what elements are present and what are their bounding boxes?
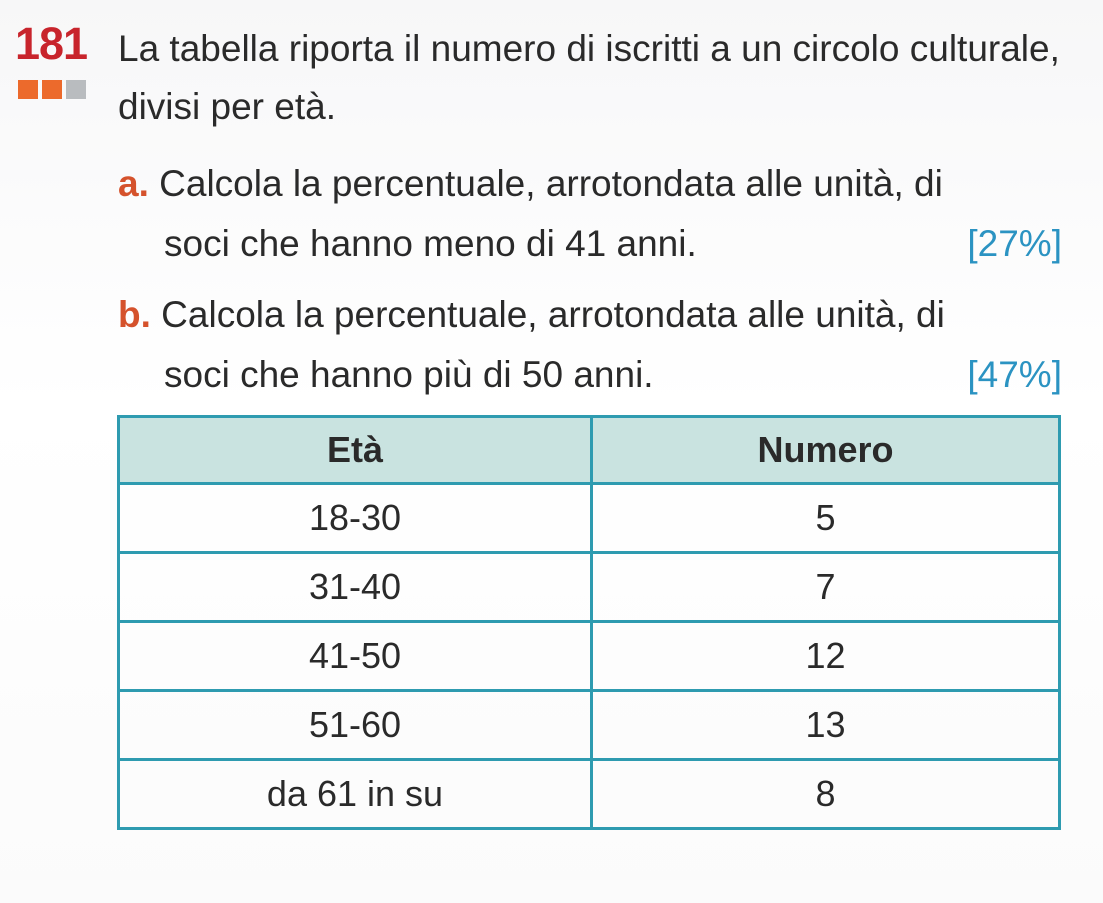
question-a-letter: a. [118, 163, 149, 204]
cell-age: 18-30 [119, 484, 592, 553]
age-members-table [117, 415, 1061, 830]
cell-count: 5 [592, 484, 1060, 553]
table-header-row [119, 417, 1060, 484]
question-a-text-line2: soci che hanno meno di 41 anni. [164, 223, 697, 264]
question-b-answer: [47%] [967, 354, 1062, 395]
cell-age: 41-50 [119, 622, 592, 691]
exercise-statement: La tabella riporta il numero di iscritti a un circolo culturale, divisi per età. [118, 28, 1060, 127]
difficulty-square-filled [18, 80, 38, 99]
question-a-line1 [118, 154, 1078, 214]
difficulty-square-empty [66, 80, 86, 99]
question-b [118, 285, 1078, 405]
cell-count: 12 [592, 622, 1060, 691]
cell-count: 13 [592, 691, 1060, 760]
question-b-line2 [118, 345, 1078, 405]
question-b-letter: b. [118, 294, 151, 335]
table-row [119, 691, 1060, 760]
cell-age: 31-40 [119, 553, 592, 622]
question-b-line1 [118, 285, 1078, 345]
difficulty-square-filled [42, 80, 62, 99]
table-row [119, 622, 1060, 691]
cell-age: 51-60 [119, 691, 592, 760]
question-b-text-line2: soci che hanno più di 50 anni. [164, 354, 654, 395]
table-row [119, 760, 1060, 829]
table-row [119, 553, 1060, 622]
question-a-line2 [118, 214, 1078, 274]
difficulty-indicator [18, 80, 86, 99]
header-count: Numero [592, 417, 1060, 484]
cell-count: 7 [592, 553, 1060, 622]
question-a-text-line1: Calcola la percentuale, arrotondata alle unità, di [159, 163, 943, 204]
cell-age: da 61 in su [119, 760, 592, 829]
exercise-number: 181 [15, 18, 88, 69]
table-row [119, 484, 1060, 553]
header-age: Età [119, 417, 592, 484]
question-b-text-line1: Calcola la percentuale, arrotondata alle unità, di [161, 294, 945, 335]
question-a-answer: [27%] [967, 223, 1062, 264]
question-a [118, 154, 1078, 274]
cell-count: 8 [592, 760, 1060, 829]
